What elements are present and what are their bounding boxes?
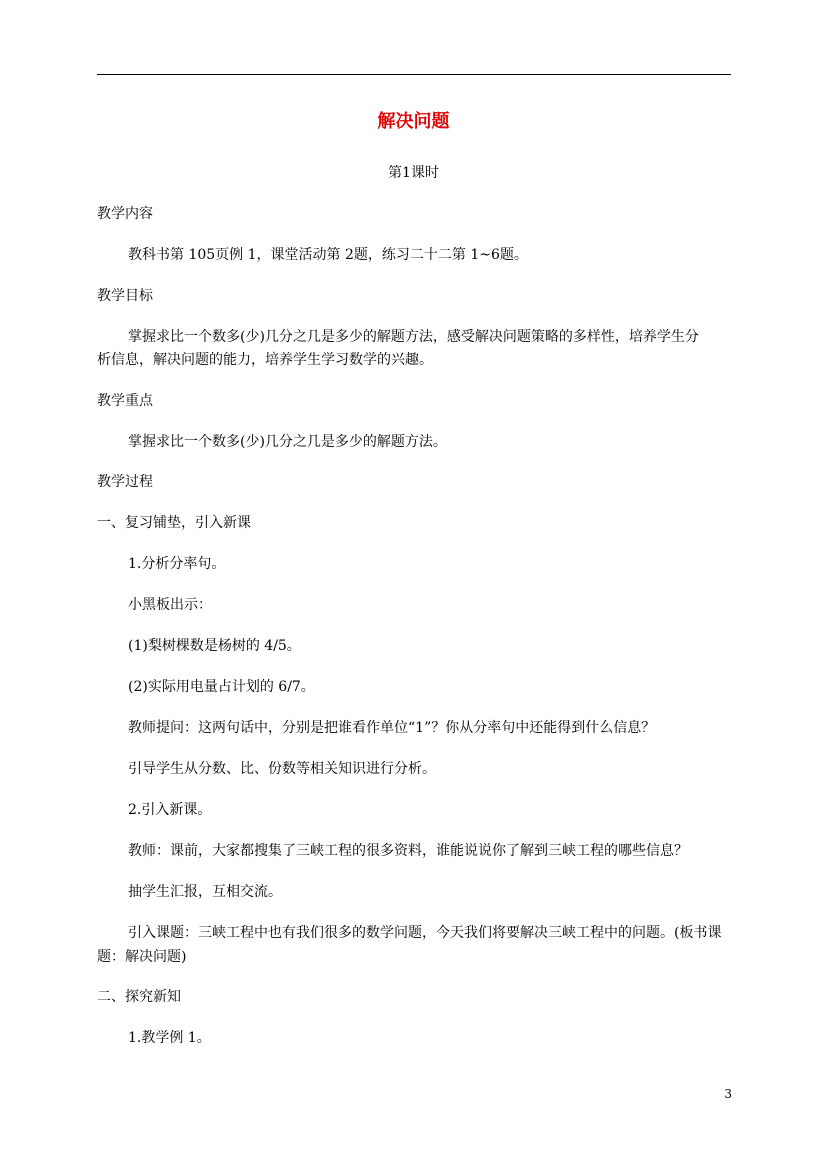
- board-show-text: 小黑板出示：: [128, 597, 212, 613]
- objectives-heading: 教学目标: [97, 288, 153, 304]
- example1-text: 1.教学例 1。: [128, 1030, 211, 1046]
- guide-text: 引导学生从分数、比、份数等相关知识进行分析。: [128, 761, 436, 777]
- header-rule: [97, 74, 731, 75]
- objectives-line-2: 析信息，解决问题的能力，培养学生学习数学的兴趣。: [97, 352, 433, 368]
- teacher-question-text: 教师提问：这两句话中，分别是把谁看作单位“1”？你从分率句中还能得到什么信息？: [128, 720, 656, 736]
- process-heading: 教学过程: [97, 474, 153, 490]
- list-item-1: (1)梨树棵数是杨树的 4/5。: [128, 638, 301, 654]
- document-title: 解决问题: [377, 111, 450, 132]
- step2-text: 2.引入新课。: [128, 802, 212, 818]
- teacher-intro-text: 教师：课前，大家都搜集了三峡工程的很多资料，谁能说说你了解到三峡工程的哪些信息？: [128, 843, 688, 859]
- topic-intro-text: 引入课题：三峡工程中也有我们很多的数学问题，今天我们将要解决三峡工程中的问题。(板书课题：解决问题): [97, 925, 722, 965]
- content-heading: 教学内容: [97, 206, 153, 222]
- lesson-subtitle: 第1课时: [388, 165, 439, 181]
- students-report-text: 抽学生汇报，互相交流。: [128, 884, 282, 900]
- step1-text: 1.分析分率句。: [128, 556, 226, 572]
- content-text: 教科书第 105页例 1，课堂活动第 2题，练习二十二第 1~6题。: [128, 247, 528, 263]
- page-number: 3: [724, 1087, 732, 1101]
- part1-heading: 一、复习铺垫，引入新课: [97, 515, 251, 531]
- list-item-2: (2)实际用电量占计划的 6/7。: [128, 679, 315, 695]
- part2-heading: 二、探究新知: [97, 989, 181, 1005]
- objectives-line-1: 掌握求比一个数多(少)几分之几是多少的解题方法，感受解决问题策略的多样性，培养学生分: [128, 329, 699, 345]
- focus-text: 掌握求比一个数多(少)几分之几是多少的解题方法。: [128, 434, 447, 450]
- focus-heading: 教学重点: [97, 393, 153, 409]
